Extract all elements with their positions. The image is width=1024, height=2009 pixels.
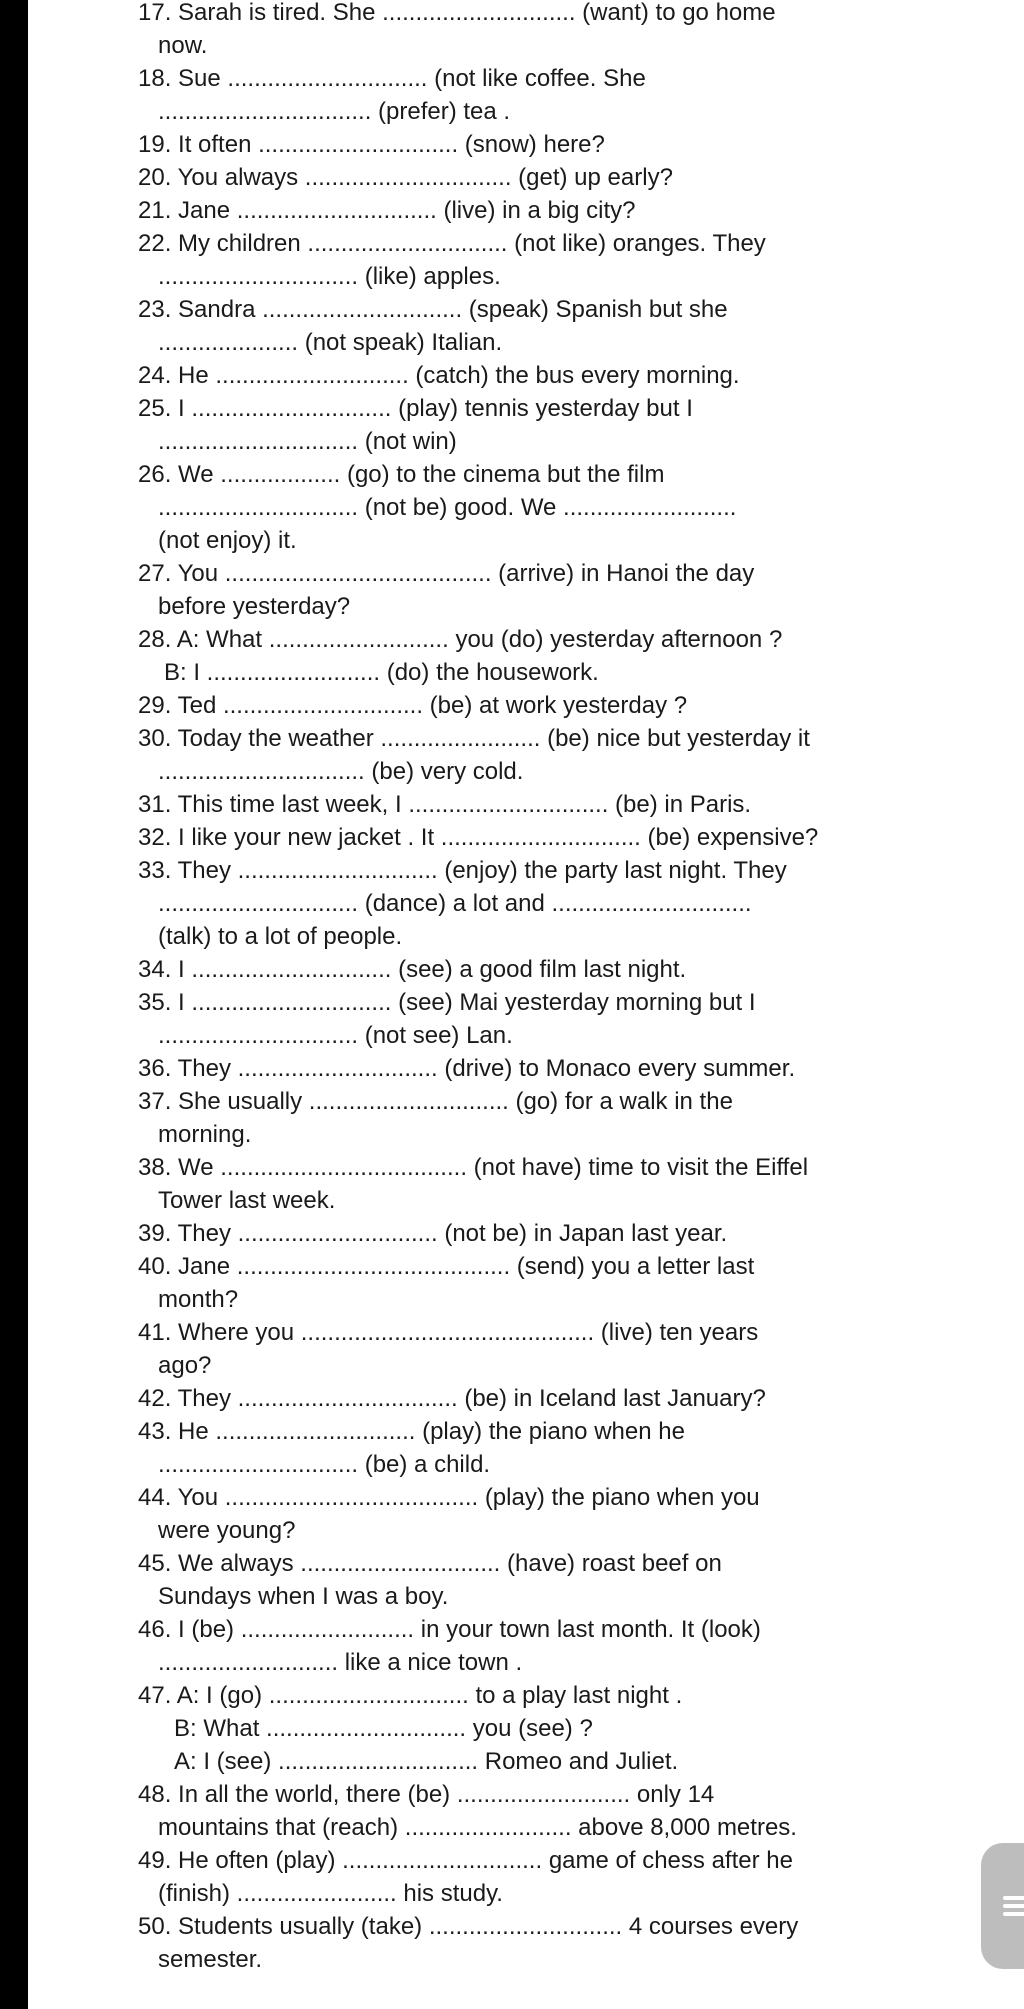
exercise-line: .............................. (not see) Lan. (158, 1022, 513, 1049)
exercise-line: 47. A: I (go) .............................. to a play last night . (138, 1682, 683, 1709)
exercise-line: 48. In all the world, there (be) .......................... only 14 (138, 1781, 715, 1808)
exercise-line: ago? (158, 1352, 212, 1379)
exercise-line: 22. My children .............................. (not like) oranges. They (138, 230, 766, 257)
exercise-line: B: I .......................... (do) the housework. (164, 659, 599, 686)
exercise-line: ..................... (not speak) Italian. (158, 329, 503, 356)
exercise-line: morning. (158, 1121, 252, 1148)
exercise-line: 42. They ................................. (be) in Iceland last January? (138, 1385, 766, 1412)
exercise-line: before yesterday? (158, 593, 351, 620)
exercise-line: mountains that (reach) ......................... above 8,000 metres. (158, 1814, 797, 1841)
exercise-line: 23. Sandra .............................. (speak) Spanish but she (138, 296, 728, 323)
exercise-line: 25. I .............................. (play) tennis yesterday but I (138, 395, 693, 422)
exercise-line: 18. Sue .............................. (not like coffee. She (138, 65, 646, 92)
exercise-line: .............................. (be) a child. (158, 1451, 491, 1478)
exercise-line: 34. I .............................. (see) a good film last night. (138, 956, 687, 983)
exercise-line: 41. Where you ............................................ (live) ten years (138, 1319, 759, 1346)
exercise-line: (not enjoy) it. (158, 527, 297, 554)
exercise-line: ................................ (prefer) tea . (158, 98, 511, 125)
exercise-line: 19. It often .............................. (snow) here? (138, 131, 605, 158)
exercise-line: 26. We .................. (go) to the cinema but the film (138, 461, 665, 488)
exercise-line: .............................. (dance) a lot and .............................. (158, 890, 752, 917)
exercise-line: 46. I (be) .......................... in your town last month. It (look) (138, 1616, 761, 1643)
exercise-line: Tower last week. (158, 1187, 336, 1214)
exercise-line: 45. We always .............................. (have) roast beef on (138, 1550, 722, 1577)
exercise-line: (talk) to a lot of people. (158, 923, 403, 950)
exercise-line: ........................... like a nice town . (158, 1649, 523, 1676)
worksheet-page (28, 0, 1024, 2009)
exercise-line: 37. She usually .............................. (go) for a walk in the (138, 1088, 733, 1115)
exercise-line: ............................... (be) very cold. (158, 758, 524, 785)
exercise-line: 20. You always ............................... (get) up early? (138, 164, 673, 191)
exercise-line: month? (158, 1286, 239, 1313)
exercise-line: .............................. (not be) good. We .......................... (158, 494, 737, 521)
exercise-line: .............................. (like) apples. (158, 263, 501, 290)
exercise-line: 28. A: What ........................... you (do) yesterday afternoon ? (138, 626, 783, 653)
exercise-line: 38. We ..................................... (not have) time to visit the Eiffel (138, 1154, 809, 1181)
exercise-line: 17. Sarah is tired. She ............................. (want) to go home (138, 0, 776, 26)
exercise-line: 40. Jane ......................................... (send) you a letter last (138, 1253, 755, 1280)
exercise-line: were young? (158, 1517, 296, 1544)
exercise-line: 30. Today the weather ........................ (be) nice but yesterday it (138, 725, 810, 752)
exercise-line: .............................. (not win) (158, 428, 457, 455)
exercise-line: Sundays when I was a boy. (158, 1583, 449, 1610)
exercise-line: semester. (158, 1946, 263, 1973)
exercise-line: 21. Jane .............................. (live) in a big city? (138, 197, 636, 224)
exercise-line: A: I (see) .............................. Romeo and Juliet. (174, 1748, 679, 1775)
exercise-line: 31. This time last week, I .............................. (be) in Paris. (138, 791, 752, 818)
exercise-line: 24. He ............................. (catch) the bus every morning. (138, 362, 740, 389)
scroll-handle[interactable] (981, 1843, 1024, 1969)
exercise-line: 39. They .............................. (not be) in Japan last year. (138, 1220, 728, 1247)
exercise-line: 43. He .............................. (play) the piano when he (138, 1418, 685, 1445)
exercise-line: 35. I .............................. (see) Mai yesterday morning but I (138, 989, 756, 1016)
exercise-line: 36. They .............................. (drive) to Monaco every summer. (138, 1055, 796, 1082)
exercise-line: (finish) ........................ his study. (158, 1880, 503, 1907)
exercise-line: 29. Ted .............................. (be) at work yesterday ? (138, 692, 688, 719)
exercise-line: 27. You ........................................ (arrive) in Hanoi the day (138, 560, 755, 587)
exercise-line: 32. I like your new jacket . It .............................. (be) expensive? (138, 824, 819, 851)
exercise-line: 50. Students usually (take) ............................. 4 courses every (138, 1913, 799, 1940)
exercise-line: now. (158, 32, 208, 59)
exercise-line: 33. They .............................. (enjoy) the party last night. They (138, 857, 787, 884)
exercise-line: B: What .............................. you (see) ? (174, 1715, 593, 1742)
exercise-line: 49. He often (play) .............................. game of chess after he (138, 1847, 793, 1874)
exercise-line: 44. You ...................................... (play) the piano when you (138, 1484, 760, 1511)
